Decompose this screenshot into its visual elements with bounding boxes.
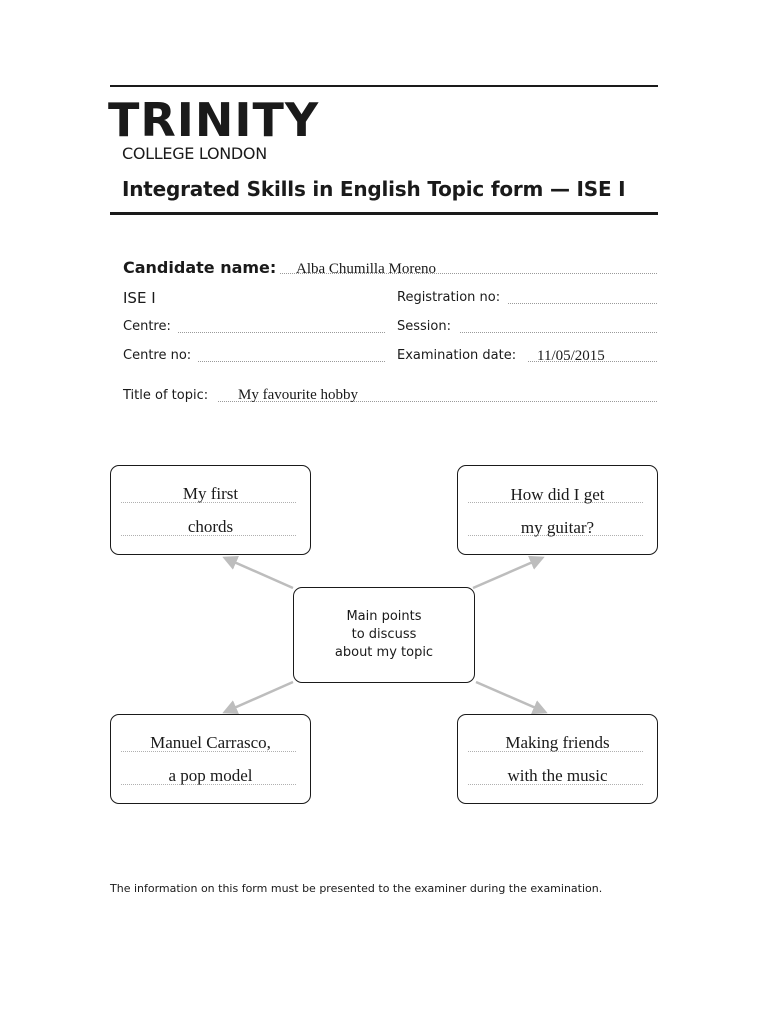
candidate-name-value[interactable]: Alba Chumilla Moreno (296, 261, 436, 277)
arrow-bottom-left (225, 682, 293, 712)
point-box-top-right[interactable] (457, 465, 658, 555)
point-text-line-2: chords (187, 517, 234, 536)
point-text-line-2: with the music (507, 766, 608, 785)
center-topic-box (293, 587, 475, 683)
point-box-bottom-left[interactable] (110, 714, 311, 804)
topic-label: Title of topic: (123, 388, 211, 403)
centre-no-label: Centre no: (123, 348, 194, 363)
registration-label: Registration no: (397, 290, 503, 305)
level-label: ISE I (123, 289, 159, 307)
point-text-line-1: Making friends (505, 733, 610, 752)
exam-date-label: Examination date: (397, 348, 519, 363)
session-label: Session: (397, 319, 454, 334)
arrow-top-left (225, 558, 293, 588)
centre-label: Centre: (123, 319, 174, 334)
point-text-line-2: my guitar? (520, 518, 595, 537)
footer-note: The information on this form must be presented to the examiner during the examination. (110, 882, 603, 895)
point-text-line-1: Manuel Carrasco, (150, 733, 271, 752)
candidate-name-label: Candidate name: (123, 258, 279, 277)
arrow-top-right (473, 558, 542, 588)
logo-subtitle: COLLEGE LONDON (122, 144, 267, 163)
trinity-logo: TRINITY (108, 93, 320, 147)
center-line-1: Main points (346, 609, 422, 624)
point-text-line-1: How did I get (510, 485, 605, 504)
exam-date-value[interactable]: 11/05/2015 (537, 348, 605, 364)
point-text-line-1: My first (182, 484, 239, 503)
point-box-top-left[interactable] (110, 465, 311, 555)
center-line-2: to discuss (351, 627, 417, 642)
point-text-line-2: a pop model (168, 766, 253, 785)
form-title: Integrated Skills in English Topic form — ISE I (122, 177, 626, 201)
center-line-3: about my topic (334, 645, 434, 660)
arrow-bottom-right (476, 682, 545, 712)
topic-value[interactable]: My favourite hobby (238, 387, 358, 403)
point-box-bottom-right[interactable] (457, 714, 658, 804)
